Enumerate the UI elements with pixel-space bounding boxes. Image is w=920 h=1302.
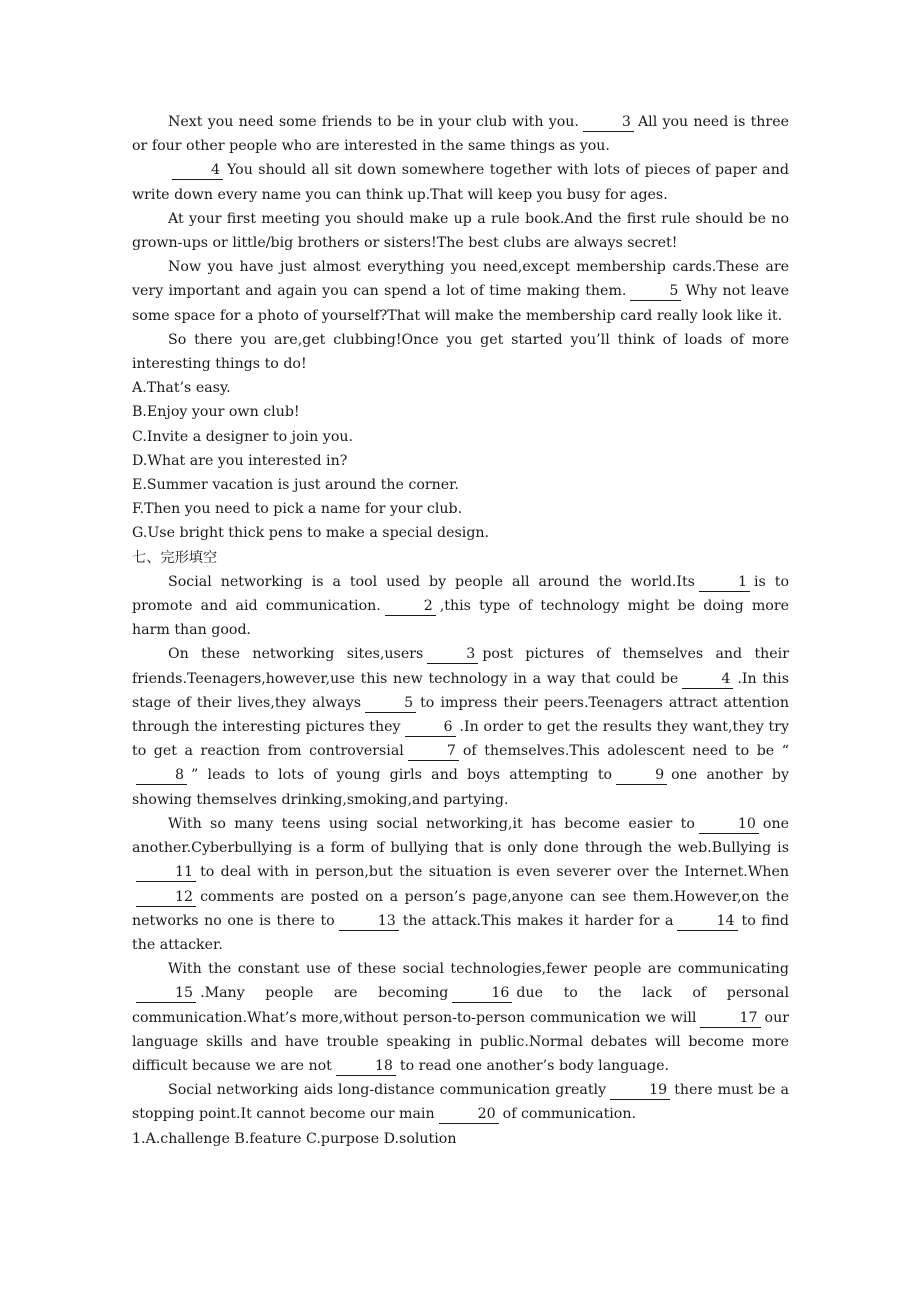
blank-number: 20 xyxy=(439,1106,499,1124)
blank-number: 11 xyxy=(136,864,196,882)
passage-text: .In order to get the results they want,they try to get a reaction from controversial xyxy=(132,719,789,760)
paragraph xyxy=(132,957,789,1078)
blank-number: 1 xyxy=(699,574,750,592)
section-title: 七、完形填空 xyxy=(132,549,218,566)
option-item: B.Enjoy your own club! xyxy=(132,404,300,421)
blank-number: 10 xyxy=(699,816,759,834)
passage-text: due to the lack of personal communication.What’s more,without person-to-person communication we will xyxy=(132,985,789,1026)
blank-number: 5 xyxy=(365,695,416,713)
passage-text: So there you are,get clubbing!Once you get started you’ll think of loads of more interesting things to do! xyxy=(132,331,789,373)
blank-number: 8 xyxy=(136,767,187,785)
paragraph xyxy=(132,1078,789,1126)
option-item: E.Summer vacation is just around the corner. xyxy=(132,477,459,494)
passage-text: to find the attacker. xyxy=(132,912,790,953)
passage-text: Social networking aids long-distance communication greatly xyxy=(168,1082,607,1099)
passage-text: .In this stage of their lives,they always xyxy=(132,670,789,711)
passage-text: one another by showing themselves drinking,smoking,and partying. xyxy=(132,767,789,808)
paragraph xyxy=(132,110,789,158)
blank-number: 9 xyxy=(616,767,667,785)
passage-text: of themselves.This adolescent need to be “ xyxy=(462,743,789,760)
passage-text: to read one another’s body language. xyxy=(399,1057,669,1074)
passage-text: Now you have just almost everything you need,except membership cards.These are very important and again you can spend a lot of time making them. xyxy=(132,259,789,300)
passage-text: the attack.This makes it harder for a xyxy=(402,912,674,929)
passage-text: Social networking is a tool used by people all around the world.Its xyxy=(168,573,695,590)
option-item: F.Then you need to pick a name for your club. xyxy=(132,501,463,518)
option-item: C.Invite a designer to join you. xyxy=(132,428,354,445)
blank-number: 4 xyxy=(172,162,223,180)
passage-text: Next you need some friends to be in your club with you. xyxy=(168,114,579,130)
blank-number: 19 xyxy=(610,1082,670,1100)
blank-number: 14 xyxy=(677,913,737,931)
paragraph xyxy=(132,328,789,376)
blank-number: 17 xyxy=(700,1010,760,1028)
reading-passage xyxy=(132,110,789,376)
passage-text: there must be a stopping point.It cannot become our main xyxy=(132,1082,790,1123)
option-item: D.What are you interested in? xyxy=(132,452,348,469)
document-page xyxy=(132,110,789,1151)
passage-text: of communication. xyxy=(502,1106,636,1123)
paragraph xyxy=(132,158,789,206)
blank-number: 2 xyxy=(385,598,436,616)
passage-text: comments are posted on a person’s page,anyone can see them.However,on the networks no one is there to xyxy=(132,888,789,929)
passage-text: to impress their peers.Teenagers attract attention through the interesting pictures they xyxy=(132,694,789,736)
paragraph xyxy=(132,207,789,255)
blank-number: 16 xyxy=(452,985,512,1003)
passage-text: With so many teens using social networking,it has become easier to xyxy=(168,815,695,832)
question-1: 1.A.challenge B.feature C.purpose D.solution xyxy=(132,1130,457,1147)
passage-text: With the constant use of these social technologies,fewer people are communicating xyxy=(168,961,789,978)
passage-text: All you need is three or four other people who are interested in the same things as you. xyxy=(132,114,790,155)
blank-number: 18 xyxy=(336,1058,396,1076)
blank-number: 4 xyxy=(682,671,733,689)
paragraph xyxy=(132,255,789,328)
paragraph xyxy=(132,642,789,811)
passage-text: to deal with in person,but the situation is even severer over the Internet.When xyxy=(200,864,789,881)
paragraph xyxy=(132,570,789,643)
blank-number: 7 xyxy=(408,743,459,761)
passage-text: Why not leave some space for a photo of yourself?That will make the membership card really look like it. xyxy=(132,283,789,324)
option-item: G.Use bright thick pens to make a special design. xyxy=(132,525,490,542)
blank-number: 12 xyxy=(136,889,196,907)
cloze-passage xyxy=(132,570,789,1127)
passage-text: one another.Cyberbullying is a form of bullying that is only done through the web.Bullying is xyxy=(132,815,789,857)
blank-number: 5 xyxy=(630,283,681,301)
blank-number: 6 xyxy=(405,719,456,737)
passage-text: ” leads to lots of young girls and boys attempting to xyxy=(191,767,613,784)
blank-number: 3 xyxy=(427,646,478,664)
passage-text: At your first meeting you should make up a rule book.And the first rule should be no grown-ups or little/big brothers or sisters!The best clubs are always secret! xyxy=(132,210,789,252)
paragraph xyxy=(132,812,789,957)
passage-text: ,this type of technology might be doing more harm than good. xyxy=(132,598,790,639)
passage-text: is to promote and aid communication. xyxy=(132,573,789,615)
passage-text: .Many people are becoming xyxy=(200,985,449,1002)
passage-text: our language skills and have trouble speaking in public.Normal debates will become more difficult because we are not xyxy=(132,1009,789,1074)
passage-text: You should all sit down somewhere together with lots of pieces of paper and write down every name you can think up.That will keep you busy for ages. xyxy=(132,162,789,203)
blank-number: 15 xyxy=(136,985,196,1003)
blank-number: 13 xyxy=(339,913,399,931)
passage-text: On these networking sites,users xyxy=(168,646,424,663)
option-item: A.That’s easy. xyxy=(132,380,231,397)
answer-options xyxy=(132,376,789,545)
blank-number: 3 xyxy=(583,114,634,132)
passage-text: post pictures of themselves and their friends.Teenagers,however,use this new technology in a way that could be xyxy=(132,646,789,687)
